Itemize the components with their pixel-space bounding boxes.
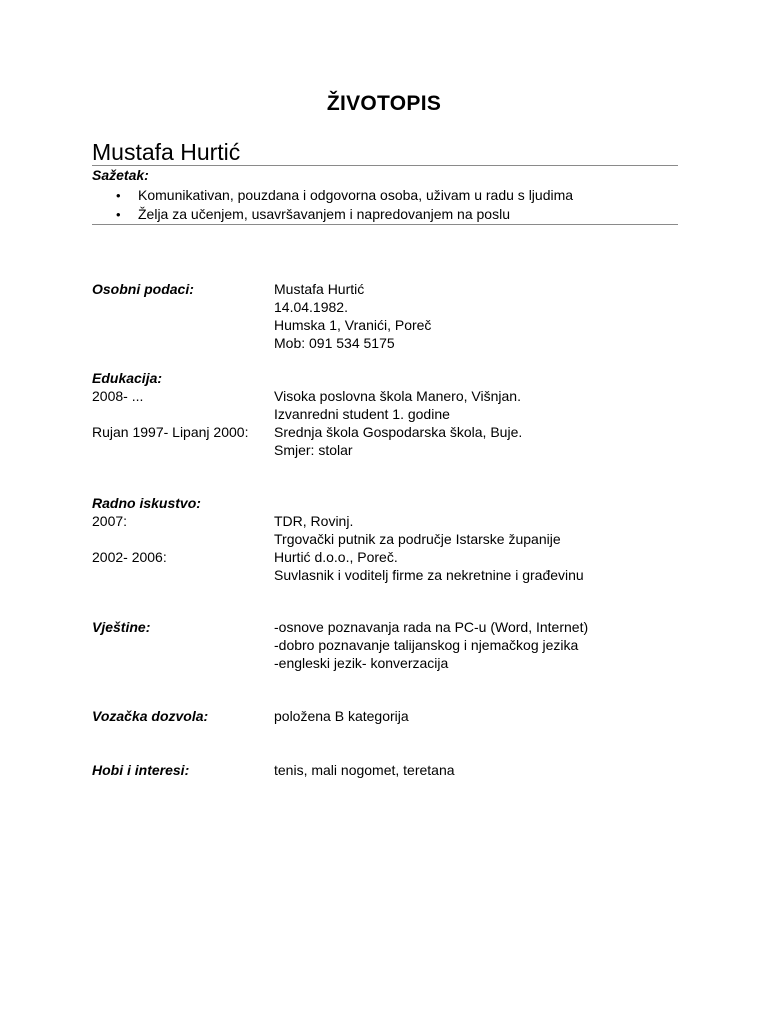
experience-employer: TDR, Rovinj.: [274, 513, 354, 529]
skills-row: [92, 654, 692, 672]
education-period: 2008- ...: [92, 388, 144, 404]
license-label: Vozačka dozvola:: [92, 708, 209, 724]
personal-row: [92, 280, 692, 298]
summary-label: Sažetak:: [92, 167, 149, 183]
education-row: [92, 441, 692, 459]
education-section: [92, 369, 692, 459]
education-row: [92, 405, 692, 423]
personal-name: Mustafa Hurtić: [274, 281, 365, 297]
education-school: Visoka poslovna škola Manero, Višnjan.: [274, 388, 521, 404]
experience-row: [92, 548, 692, 566]
summary-item: [92, 205, 573, 224]
education-detail: Izvanredni student 1. godine: [274, 406, 450, 422]
experience-period: 2007:: [92, 513, 128, 529]
skill-item: -osnove poznavanja rada na PC-u (Word, Internet): [274, 619, 589, 635]
experience-row: [92, 566, 692, 584]
bullet-icon: •: [116, 207, 121, 222]
personal-section: [92, 280, 692, 352]
summary-list: [92, 186, 573, 224]
experience-row: [92, 512, 692, 530]
summary-item-text: Komunikativan, pouzdana i odgovorna osoba, uživam u radu s ljudima: [138, 187, 574, 203]
personal-row: [92, 298, 692, 316]
experience-row: [92, 530, 692, 548]
education-period: Rujan 1997- Lipanj 2000:: [92, 424, 249, 440]
candidate-name: Mustafa Hurtić: [92, 139, 241, 165]
hobbies-label: Hobi i interesi:: [92, 762, 190, 778]
personal-label: Osobni podaci:: [92, 281, 194, 297]
skills-row: [92, 618, 692, 636]
license-value: položena B kategorija: [274, 708, 409, 724]
experience-employer: Hurtić d.o.o., Poreč.: [274, 549, 398, 565]
summary-rule: [92, 224, 678, 225]
education-row: [92, 387, 692, 405]
hobbies-row: [92, 761, 692, 779]
hobbies-value: tenis, mali nogomet, teretana: [274, 762, 455, 778]
experience-role: Trgovački putnik za područje Istarske županije: [274, 531, 561, 547]
license-section: [92, 707, 692, 725]
bullet-icon: •: [116, 188, 121, 203]
summary-item-text: Želja za učenjem, usavršavanjem i napredovanjem na poslu: [138, 206, 510, 222]
personal-birthdate: 14.04.1982.: [274, 299, 348, 315]
education-detail: Smjer: stolar: [274, 442, 353, 458]
education-row: [92, 423, 692, 441]
skills-row: [92, 636, 692, 654]
experience-role: Suvlasnik i voditelj firme za nekretnine i građevinu: [274, 567, 584, 583]
experience-section: [92, 494, 692, 584]
header-rule: [92, 165, 678, 166]
license-row: [92, 707, 692, 725]
experience-period: 2002- 2006:: [92, 549, 167, 565]
document-title: ŽIVOTOPIS: [326, 92, 442, 115]
personal-row: [92, 334, 692, 352]
education-school: Srednja škola Gospodarska škola, Buje.: [274, 424, 523, 440]
personal-address: Humska 1, Vranići, Poreč: [274, 317, 432, 333]
summary-item: [92, 186, 573, 205]
education-label: Edukacija:: [92, 370, 163, 386]
personal-phone: Mob: 091 534 5175: [274, 335, 395, 351]
experience-label: Radno iskustvo:: [92, 495, 201, 511]
skills-section: [92, 618, 692, 672]
skill-item: -engleski jezik- konverzacija: [274, 655, 449, 671]
skill-item: -dobro poznavanje talijanskog i njemačkog jezika: [274, 637, 579, 653]
personal-row: [92, 316, 692, 334]
hobbies-section: [92, 761, 692, 779]
skills-label: Vještine:: [92, 619, 151, 635]
